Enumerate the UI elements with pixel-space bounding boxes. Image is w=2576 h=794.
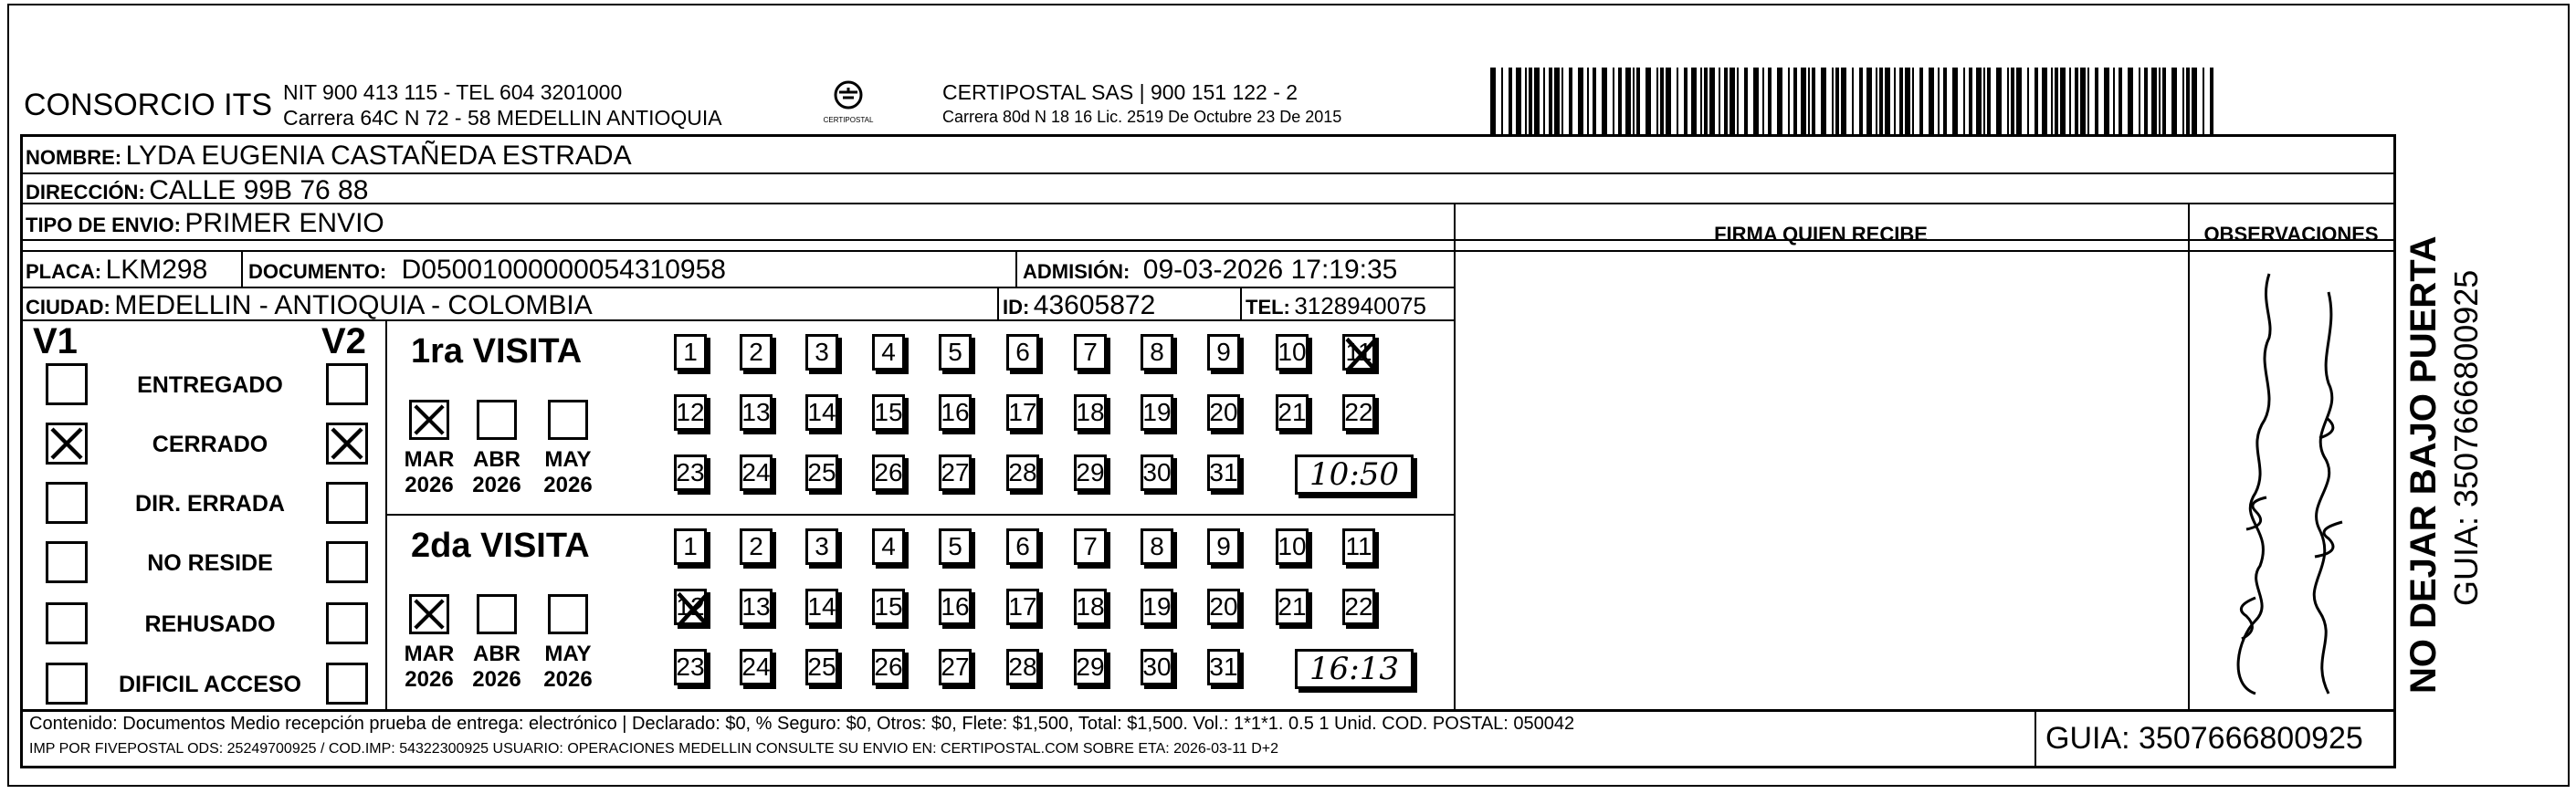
day-box[interactable]	[872, 649, 905, 685]
day-box[interactable]	[1141, 334, 1173, 371]
day-box[interactable]	[939, 589, 972, 625]
day-box[interactable]	[872, 334, 905, 371]
year-label: 2026	[405, 473, 454, 497]
rule	[2188, 203, 2190, 709]
day-box[interactable]	[1074, 334, 1107, 371]
day-box[interactable]	[939, 334, 972, 371]
day-number: 7	[1083, 532, 1098, 560]
day-box[interactable]	[740, 589, 773, 625]
certipostal-line1: CERTIPOSTAL SAS | 900 151 122 - 2	[942, 80, 1299, 104]
day-number: 17	[1008, 592, 1037, 621]
day-box[interactable]	[1141, 394, 1173, 431]
visit-time[interactable]: 10:50	[1295, 454, 1414, 495]
day-box[interactable]	[1141, 454, 1173, 491]
day-box[interactable]	[1006, 394, 1039, 431]
certipostal-logo-icon	[830, 80, 867, 111]
day-box[interactable]	[1006, 334, 1039, 371]
day-box[interactable]	[939, 454, 972, 491]
month-checkbox[interactable]	[409, 400, 449, 440]
day-number: 31	[1209, 458, 1238, 486]
year-label: 2026	[543, 667, 593, 692]
footer-line2: IMP POR FIVEPOSTAL ODS: 25249700925 / COD.IMP: 54322300925 USUARIO: OPERACIONES MEDELLIN CONSULTE SU ENVIO EN: CERTIPOSTAL.COM SOBRE ETA: 2026-03-11 D+2	[29, 741, 1279, 757]
status-label: DIR. ERRADA	[135, 491, 285, 517]
documento-label: DOCUMENTO:	[248, 260, 387, 283]
day-number: 23	[676, 458, 705, 486]
day-box[interactable]	[939, 394, 972, 431]
company-address: Carrera 64C N 72 - 58 MEDELLIN ANTIOQUIA	[283, 106, 722, 130]
day-number: 18	[1076, 398, 1105, 426]
day-number: 27	[941, 653, 970, 681]
rule	[241, 250, 243, 287]
day-box[interactable]	[1207, 454, 1240, 491]
day-box[interactable]	[1074, 454, 1107, 491]
day-box[interactable]	[740, 334, 773, 371]
day-number: 19	[1142, 398, 1172, 426]
day-box[interactable]	[805, 334, 838, 371]
day-number: 9	[1216, 532, 1231, 560]
visit-title: 1ra VISITA	[411, 332, 583, 371]
year-label: 2026	[405, 667, 454, 692]
day-box[interactable]	[872, 394, 905, 431]
certipostal-logo	[820, 80, 877, 124]
tel-label: TEL:	[1246, 296, 1290, 319]
day-box[interactable]	[1207, 589, 1240, 625]
day-box[interactable]	[1141, 528, 1173, 565]
day-box[interactable]	[1342, 334, 1375, 371]
day-number: 10	[1277, 338, 1307, 366]
status-label: NO RESIDE	[147, 550, 273, 576]
day-number: 5	[948, 532, 962, 560]
year-label: 2026	[543, 473, 593, 497]
v2-checkbox[interactable]	[326, 363, 368, 405]
rule	[385, 319, 387, 709]
day-box[interactable]	[1276, 589, 1309, 625]
day-number: 22	[1344, 592, 1373, 621]
day-number: 11	[1345, 532, 1372, 560]
day-number: 29	[1076, 458, 1105, 486]
day-number: 14	[807, 592, 836, 621]
day-number: 30	[1142, 653, 1172, 681]
v2-checkbox[interactable]	[326, 663, 368, 705]
status-label: CERRADO	[152, 432, 268, 457]
barcode	[1490, 68, 2213, 135]
day-number: 8	[1150, 532, 1164, 560]
day-box[interactable]	[805, 649, 838, 685]
direccion-row	[26, 175, 368, 206]
day-box[interactable]	[1207, 334, 1240, 371]
rule	[20, 203, 2396, 204]
direccion-label: DIRECCIÓN:	[26, 181, 145, 204]
day-box[interactable]	[1074, 528, 1107, 565]
tipo-row	[26, 208, 384, 239]
day-box[interactable]	[674, 334, 707, 371]
footer-guia: GUIA: 3507666800925	[2045, 721, 2363, 756]
day-number: 3	[815, 532, 829, 560]
day-number: 15	[874, 398, 903, 426]
v1-checkbox[interactable]	[46, 482, 88, 524]
day-box[interactable]	[1276, 334, 1309, 371]
rule	[997, 287, 999, 319]
day-number: 1	[683, 532, 698, 560]
day-number: 16	[941, 398, 970, 426]
v1-checkbox[interactable]	[46, 602, 88, 644]
day-box[interactable]	[1342, 394, 1375, 431]
day-box[interactable]	[1342, 589, 1375, 625]
day-number: 28	[1008, 458, 1037, 486]
day-number: 26	[874, 458, 903, 486]
day-box[interactable]	[1276, 528, 1309, 565]
v2-checkbox[interactable]	[326, 602, 368, 644]
nombre-row	[26, 141, 632, 172]
day-box[interactable]	[1006, 589, 1039, 625]
day-number: 19	[1142, 592, 1172, 621]
month-checkbox[interactable]	[477, 594, 517, 634]
day-number: 6	[1015, 338, 1030, 366]
placa-row	[26, 255, 207, 286]
day-box[interactable]	[1006, 454, 1039, 491]
day-number: 4	[881, 338, 896, 366]
day-number: 7	[1083, 338, 1098, 366]
visit-title: 2da VISITA	[411, 527, 590, 565]
day-number: 13	[741, 592, 771, 621]
day-number: 20	[1209, 398, 1238, 426]
day-number: 21	[1277, 398, 1307, 426]
ciudad-label: CIUDAD:	[26, 296, 110, 319]
ciudad-value: MEDELLIN - ANTIOQUIA - COLOMBIA	[114, 290, 593, 320]
month-label: MAY	[544, 642, 592, 666]
day-number: 24	[741, 653, 771, 681]
status-label: REHUSADO	[144, 611, 276, 637]
day-number: 2	[749, 338, 763, 366]
month-label: MAR	[404, 642, 455, 666]
day-number: 3	[815, 338, 829, 366]
day-number: 8	[1150, 338, 1164, 366]
day-number: 24	[741, 458, 771, 486]
day-number: 12	[676, 398, 705, 426]
side-guia: GUIA: 3507666800925	[2447, 269, 2485, 606]
id-row	[1003, 290, 1155, 321]
v2-checkbox[interactable]	[326, 541, 368, 583]
day-number: 14	[807, 398, 836, 426]
v2-checkbox[interactable]	[326, 423, 368, 465]
year-label: 2026	[472, 667, 521, 692]
no-dejar-bajo-puerta: NO DEJAR BAJO PUERTA	[2403, 235, 2444, 694]
day-box[interactable]	[805, 528, 838, 565]
day-box[interactable]	[939, 649, 972, 685]
observaciones-handwriting	[2192, 256, 2392, 703]
day-number: 20	[1209, 592, 1238, 621]
day-number: 23	[676, 653, 705, 681]
day-box[interactable]	[674, 454, 707, 491]
day-box[interactable]	[1074, 589, 1107, 625]
v1-checkbox[interactable]	[46, 423, 88, 465]
day-number: 22	[1344, 398, 1373, 426]
day-box[interactable]	[1141, 589, 1173, 625]
day-box[interactable]	[1276, 394, 1309, 431]
status-label: ENTREGADO	[137, 372, 283, 398]
day-box[interactable]	[674, 589, 707, 625]
day-box[interactable]	[674, 528, 707, 565]
month-checkbox[interactable]	[548, 400, 588, 440]
day-number: 13	[741, 398, 771, 426]
day-box[interactable]	[1207, 394, 1240, 431]
footer-line1: Contenido: Documentos Medio recepción prueba de entrega: electrónico | Declarado: $0, % Seguro: $0, Otros: $0, Flete: $1,500, Total: $1,500. Vol.: 1*1*1. 0.5 1 Unid. COD. POSTAL: 050042	[29, 714, 1575, 734]
rule	[20, 287, 1454, 288]
day-box[interactable]	[872, 454, 905, 491]
day-number: 11	[1345, 338, 1372, 366]
nombre-value: LYDA EUGENIA CASTAÑEDA ESTRADA	[125, 141, 632, 171]
day-number: 15	[874, 592, 903, 621]
rule	[20, 709, 2396, 712]
year-label: 2026	[472, 473, 521, 497]
day-number: 28	[1008, 653, 1037, 681]
day-box[interactable]	[674, 394, 707, 431]
day-box[interactable]	[1006, 528, 1039, 565]
v1-checkbox[interactable]	[46, 541, 88, 583]
documento-value: D05001000000054310958	[401, 255, 726, 285]
visit-time[interactable]: 16:13	[1295, 649, 1414, 689]
day-number: 4	[881, 532, 896, 560]
month-label: MAR	[404, 447, 455, 472]
month-checkbox[interactable]	[477, 400, 517, 440]
day-number: 30	[1142, 458, 1172, 486]
day-box[interactable]	[740, 394, 773, 431]
rule	[2035, 709, 2036, 768]
company-nit: NIT 900 413 115 - TEL 604 3201000	[283, 80, 623, 104]
placa-label: PLACA:	[26, 260, 102, 283]
day-number: 16	[941, 592, 970, 621]
rule	[20, 172, 2396, 174]
month-checkbox[interactable]	[409, 594, 449, 634]
day-number: 27	[941, 458, 970, 486]
v1-header: V1	[33, 321, 78, 361]
admision-value: 09-03-2026 17:19:35	[1142, 255, 1398, 285]
day-number: 5	[948, 338, 962, 366]
month-checkbox[interactable]	[548, 594, 588, 634]
rule	[20, 250, 2396, 252]
day-box[interactable]	[805, 394, 838, 431]
rule	[2394, 203, 2396, 709]
day-number: 2	[749, 532, 763, 560]
day-box[interactable]	[740, 454, 773, 491]
day-box[interactable]	[805, 454, 838, 491]
day-number: 1	[683, 338, 698, 366]
day-number: 12	[676, 592, 705, 621]
placa-value: LKM298	[105, 255, 208, 285]
day-box[interactable]	[1141, 649, 1173, 685]
rule	[1240, 287, 1242, 319]
v2-header: V2	[321, 321, 366, 361]
day-number: 21	[1277, 592, 1307, 621]
month-label: ABR	[473, 447, 520, 472]
company-name: CONSORCIO ITS	[24, 88, 273, 122]
id-value: 43605872	[1033, 290, 1156, 320]
tel-value: 3128940075	[1294, 292, 1426, 319]
day-box[interactable]	[1207, 528, 1240, 565]
month-label: MAY	[544, 447, 592, 472]
day-box[interactable]	[872, 589, 905, 625]
day-box[interactable]	[1006, 649, 1039, 685]
id-label: ID:	[1003, 296, 1030, 319]
day-box[interactable]	[674, 649, 707, 685]
tipo-label: TIPO DE ENVIO:	[26, 214, 181, 236]
day-box[interactable]	[740, 649, 773, 685]
admision-row	[1023, 255, 1397, 286]
observaciones-header: OBSERVACIONES	[2203, 223, 2379, 246]
v2-checkbox[interactable]	[326, 482, 368, 524]
documento-row	[248, 255, 726, 286]
v1-checkbox[interactable]	[46, 663, 88, 705]
day-number: 9	[1216, 338, 1231, 366]
rule	[1454, 203, 1456, 709]
day-number: 18	[1076, 592, 1105, 621]
day-box[interactable]	[1074, 649, 1107, 685]
day-number: 25	[807, 458, 836, 486]
direccion-value: CALLE 99B 76 88	[149, 175, 369, 205]
tipo-value: PRIMER ENVIO	[184, 208, 384, 238]
rule	[385, 514, 1454, 516]
day-number: 26	[874, 653, 903, 681]
admision-label: ADMISIÓN:	[1023, 260, 1130, 283]
day-number: 10	[1277, 532, 1307, 560]
month-label: ABR	[473, 642, 520, 666]
day-number: 17	[1008, 398, 1037, 426]
rule	[1015, 250, 1017, 287]
tel-row	[1246, 292, 1426, 320]
day-box[interactable]	[939, 528, 972, 565]
logo-text: CERTIPOSTAL	[823, 116, 874, 124]
day-box[interactable]	[1207, 649, 1240, 685]
day-box[interactable]	[740, 528, 773, 565]
day-number: 6	[1015, 532, 1030, 560]
certipostal-line2: Carrera 80d N 18 16 Lic. 2519 De Octubre 23 De 2015	[942, 108, 1342, 126]
day-box[interactable]	[872, 528, 905, 565]
v1-checkbox[interactable]	[46, 363, 88, 405]
day-box[interactable]	[1074, 394, 1107, 431]
status-label: DIFICIL ACCESO	[118, 672, 301, 697]
day-number: 29	[1076, 653, 1105, 681]
firma-header: FIRMA QUIEN RECIBE	[1714, 223, 1928, 246]
day-number: 31	[1209, 653, 1238, 681]
nombre-label: NOMBRE:	[26, 146, 122, 169]
day-box[interactable]	[1342, 528, 1375, 565]
day-box[interactable]	[805, 589, 838, 625]
ciudad-row	[26, 290, 593, 321]
day-number: 25	[807, 653, 836, 681]
